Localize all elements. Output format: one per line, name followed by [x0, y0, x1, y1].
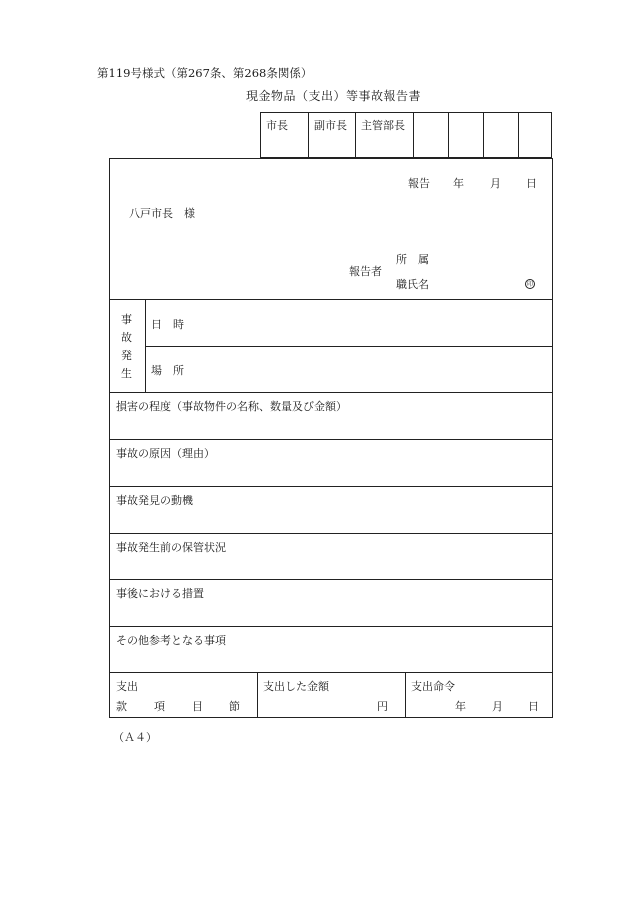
- approval-cell-deputy-mayor: [308, 113, 355, 157]
- affiliation-label: 所 属: [396, 253, 429, 266]
- expenditure-label: 支出: [116, 680, 138, 693]
- section-storage-label: 事故発生前の保管状況: [116, 541, 226, 554]
- section-damage-label: 損害の程度（事故物件の名称、数量及び金額）: [116, 400, 347, 413]
- divider-cause: [110, 486, 552, 487]
- place-label: 場 所: [151, 364, 184, 377]
- approval-cell-blank-1: [413, 113, 448, 157]
- addressee: 八戸市長 様: [129, 207, 195, 220]
- order-label: 支出命令: [411, 680, 455, 693]
- name-label: 職氏名: [396, 278, 429, 291]
- report-label: 報告: [408, 177, 430, 190]
- approval-cell-mayor: [261, 113, 308, 157]
- yen-label: 円: [377, 700, 388, 713]
- report-form-table: [109, 158, 553, 718]
- divider-other: [110, 672, 552, 673]
- seal-mark: 印: [526, 281, 533, 288]
- datetime-label: 日 時: [151, 318, 184, 331]
- report-month-label: 月: [490, 177, 501, 190]
- section-cause-label: 事故の原因（理由）: [116, 447, 215, 460]
- divider-report-block: [110, 299, 552, 300]
- incident-label-char-4: 生: [121, 367, 132, 380]
- moku-label: 目: [192, 700, 203, 713]
- approval-cell-blank-4: [518, 113, 553, 157]
- divider-storage: [110, 579, 552, 580]
- approval-cell-blank-2: [448, 113, 483, 157]
- kan-label: 款: [116, 700, 127, 713]
- reporter-label: 報告者: [349, 265, 382, 278]
- kou-label: 項: [154, 700, 165, 713]
- order-month-label: 月: [492, 700, 503, 713]
- divider-footer-1: [257, 672, 258, 717]
- approval-label-mayor: 市長: [266, 119, 288, 132]
- incident-label-char-2: 故: [121, 331, 132, 344]
- paper-size-note: （Ａ４）: [113, 731, 157, 744]
- order-year-label: 年: [455, 700, 466, 713]
- divider-incident: [110, 392, 552, 393]
- incident-label-char-3: 発: [121, 349, 132, 362]
- approval-label-deputy-mayor: 副市長: [314, 119, 347, 132]
- section-other-label: その他参考となる事項: [116, 634, 226, 647]
- divider-measures: [110, 626, 552, 627]
- amount-label: 支出した金額: [263, 680, 329, 693]
- setsu-label: 節: [229, 700, 240, 713]
- section-discovery-label: 事故発見の動機: [116, 494, 193, 507]
- approval-cell-blank-3: [483, 113, 518, 157]
- form-number: 第119号様式（第267条、第268条関係）: [97, 66, 313, 80]
- divider-damage: [110, 439, 552, 440]
- approval-label-director: 主管部長: [361, 119, 405, 132]
- section-measures-label: 事後における措置: [116, 587, 204, 600]
- order-day-label: 日: [528, 700, 539, 713]
- report-year-label: 年: [453, 177, 464, 190]
- form-title: 現金物品（支出）等事故報告書: [246, 89, 422, 103]
- divider-discovery: [110, 533, 552, 534]
- approval-stamp-box: [260, 112, 552, 158]
- divider-datetime: [145, 346, 552, 347]
- approval-cell-director: [355, 113, 413, 157]
- report-day-label: 日: [526, 177, 537, 190]
- divider-footer-2: [405, 672, 406, 717]
- incident-label-char-1: 事: [121, 313, 132, 326]
